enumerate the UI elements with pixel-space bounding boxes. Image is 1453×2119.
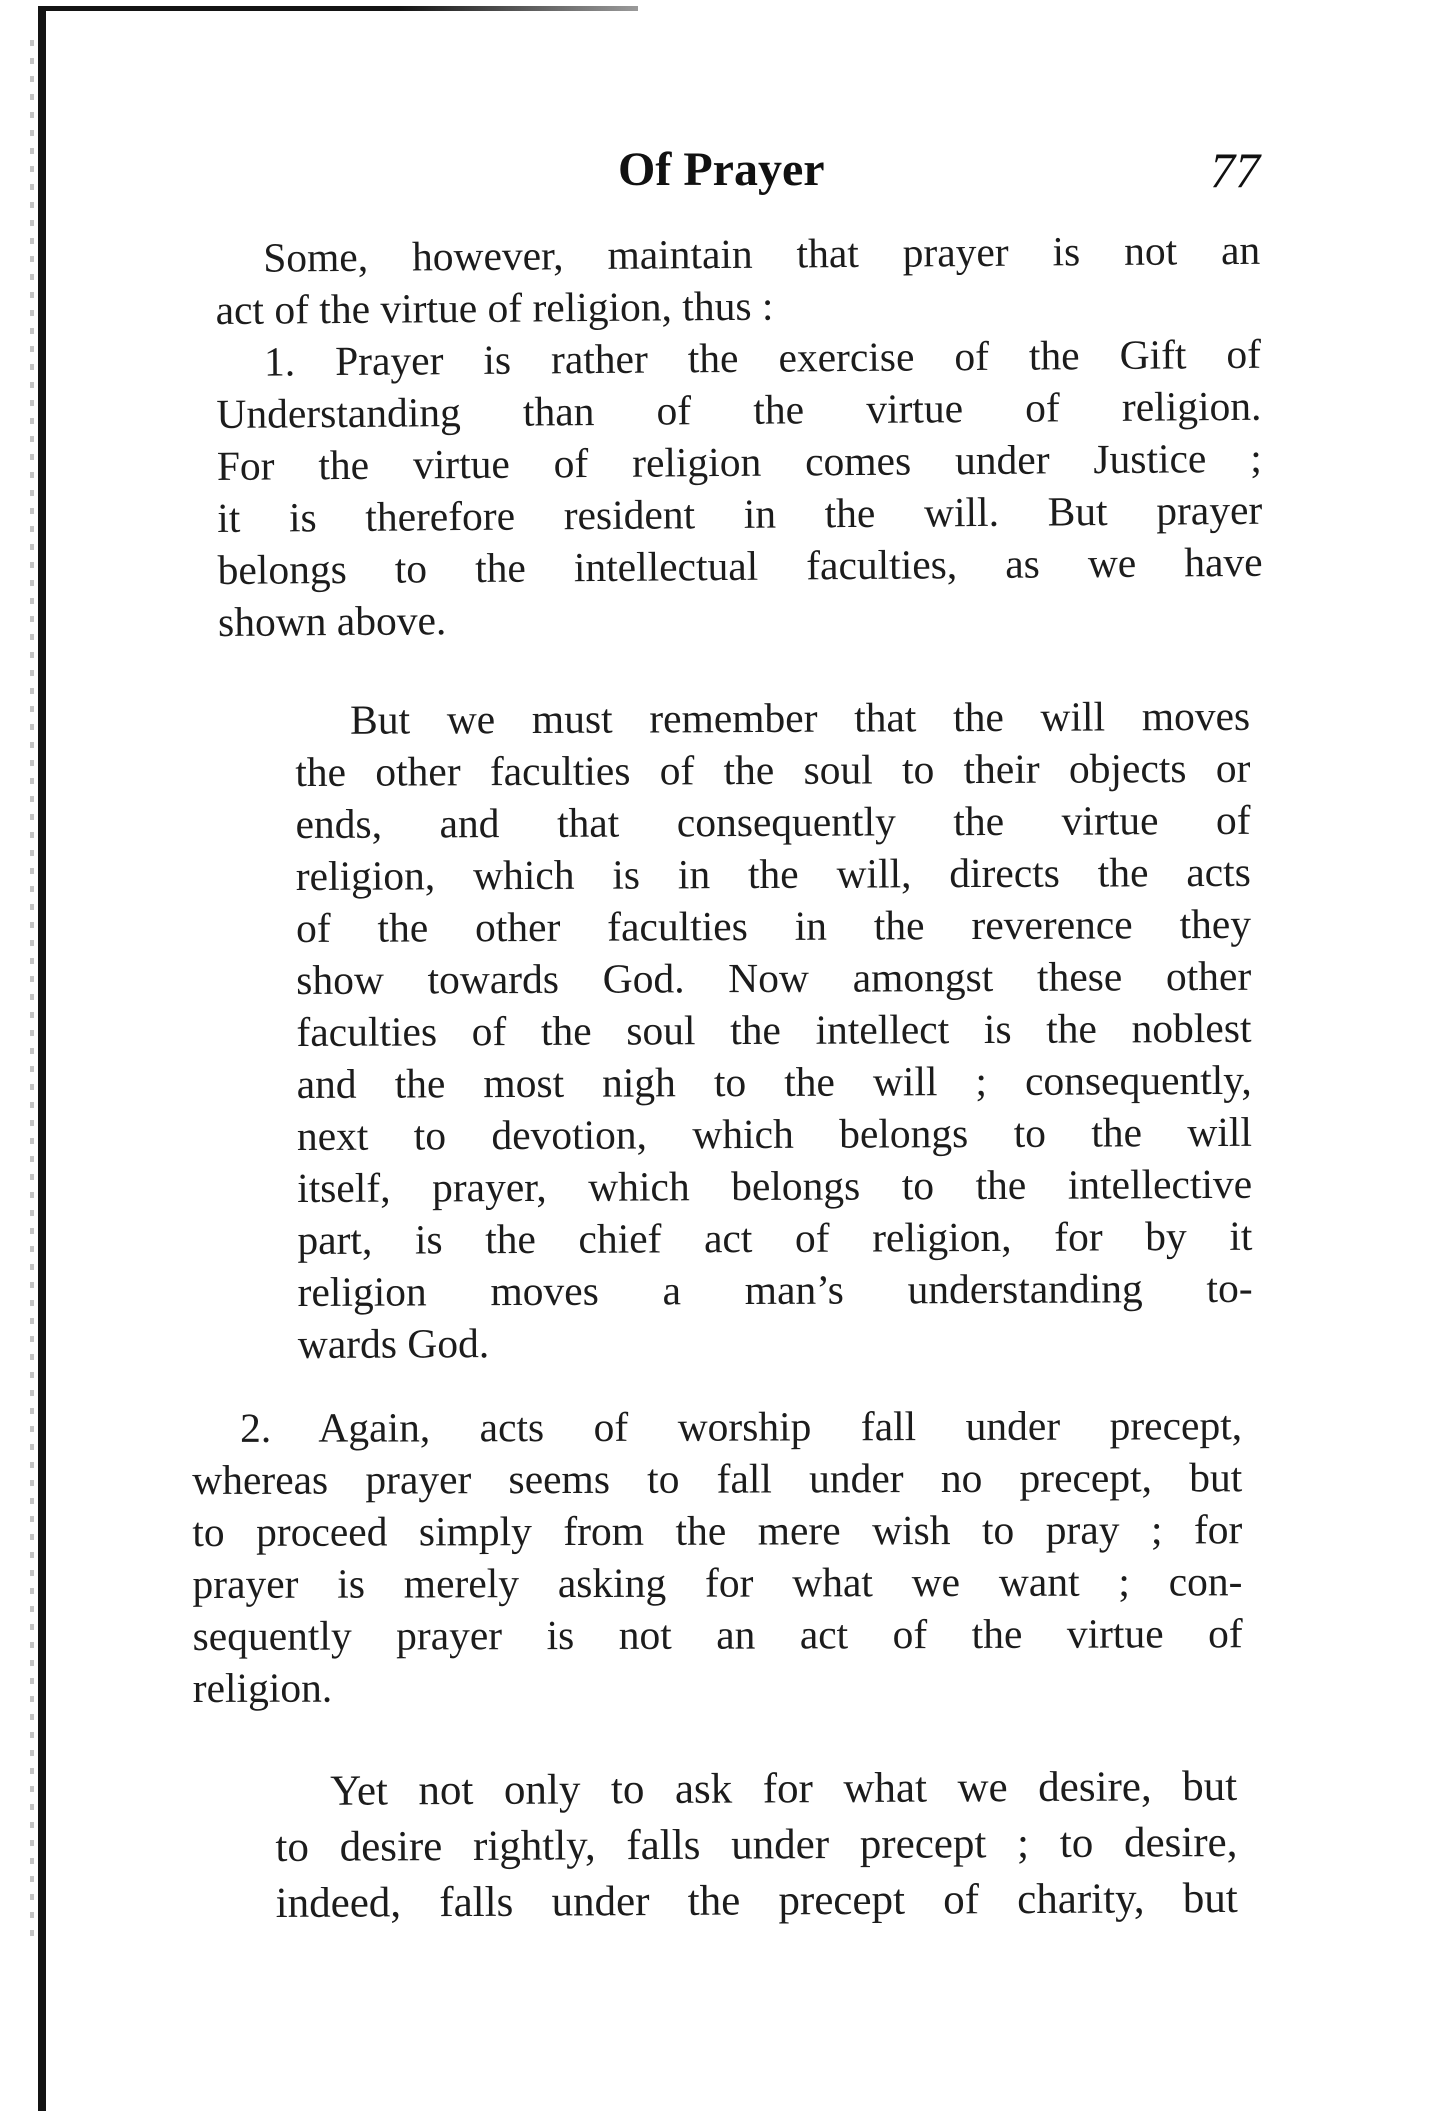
text-line: Understanding than of the virtue of religion.: [216, 382, 1262, 437]
text-line: show towards God. Now amongst these other: [296, 952, 1252, 1003]
text-line: and the most nigh to the will ; consequently,: [296, 1056, 1252, 1107]
page-number: 77: [1210, 142, 1260, 198]
text-line: 2. Again, acts of worship fall under precept,: [240, 1402, 1243, 1451]
text-line: Yet not only to ask for what we desire, but: [330, 1762, 1238, 1815]
text-line: ends, and that consequently the virtue of: [295, 796, 1251, 847]
text-line: it is therefore resident in the will. But prayer: [217, 486, 1263, 541]
text-line: sequently prayer is not an act of the virtue of: [192, 1610, 1243, 1659]
top-edge-rule: [38, 6, 638, 11]
text-line: belongs to the intellectual faculties, as we have: [217, 538, 1263, 593]
text-line: But we must remember that the will moves: [350, 692, 1251, 743]
text-line: the other faculties of the soul to their objects or: [295, 744, 1251, 795]
text-line: part, is the chief act of religion, for by it: [297, 1212, 1253, 1263]
text-line: wards God.: [297, 1320, 490, 1367]
text-line: Some, however, maintain that prayer is not an: [263, 226, 1261, 281]
paragraph-objection-two: [192, 1399, 1243, 1714]
text-line: indeed, falls under the precept of charity, but: [275, 1874, 1238, 1927]
text-line: faculties of the soul the intellect is the noblest: [296, 1004, 1252, 1055]
text-line: For the virtue of religion comes under Justice ;: [216, 434, 1262, 489]
text-line: whereas prayer seems to fall under no precept, but: [192, 1454, 1243, 1503]
text-line: shown above.: [217, 597, 447, 645]
running-head: [0, 140, 1453, 210]
paragraph-objection-intro: [215, 224, 1263, 648]
binding-shadow: [30, 40, 34, 1940]
binding-edge: [38, 6, 46, 2111]
text-line: itself, prayer, which belongs to the intellective: [297, 1160, 1253, 1211]
text-line: prayer is merely asking for what we want ; con-: [192, 1558, 1243, 1607]
text-line: to desire rightly, falls under precept ; to desire,: [275, 1818, 1238, 1871]
text-line: next to devotion, which belongs to the will: [296, 1108, 1253, 1159]
text-line: to proceed simply from the mere wish to pray ; for: [192, 1506, 1243, 1555]
paragraph-reply-one: [295, 690, 1253, 1370]
paragraph-reply-two: [275, 1759, 1238, 1932]
text-line: act of the virtue of religion, thus :: [215, 282, 774, 333]
chapter-title: Of Prayer: [618, 143, 825, 196]
text-line: religion moves a man’s understanding to-: [297, 1264, 1253, 1315]
text-line: 1. Prayer is rather the exercise of the Gift of: [263, 330, 1262, 385]
text-line: religion, which is in the will, directs the acts: [295, 848, 1251, 899]
text-line: religion.: [192, 1664, 333, 1711]
text-line: of the other faculties in the reverence they: [295, 900, 1252, 951]
